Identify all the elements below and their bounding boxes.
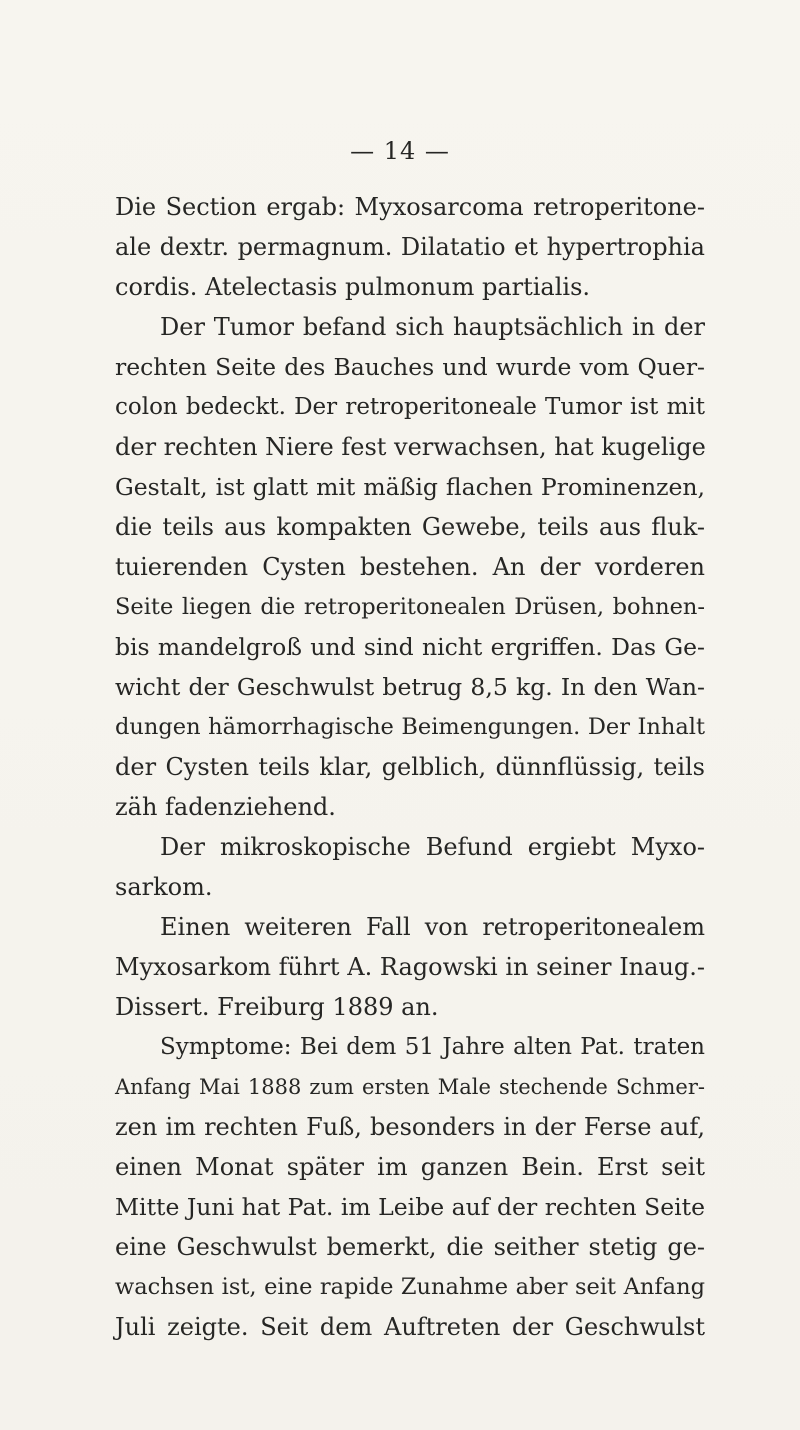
text-line: Anfang Mai 1888 zum ersten Male stechende Schmer- — [115, 1075, 705, 1099]
text-line: dungen hämorrhagische Beimengungen. Der Inhalt — [115, 714, 705, 740]
page-number: — 14 — — [350, 137, 450, 165]
text-line: der rechten Niere fest verwachsen, hat kugelige — [115, 433, 706, 461]
text-line: ale dextr. permagnum. Dilatatio et hypertrophia — [115, 233, 705, 261]
text-line: der Cysten teils klar, gelblich, dünnflüssig, teils — [115, 753, 705, 781]
text-line: cordis. Atelectasis pulmonum partialis. — [115, 273, 591, 301]
text-line: Myxosarkom führt A. Ragowski in seiner Inaug.- — [115, 953, 705, 981]
text-line: Seite liegen die retroperitonealen Drüsen, bohnen- — [115, 594, 705, 620]
text-line: Dissert. Freiburg 1889 an. — [115, 993, 439, 1021]
text-line: wicht der Geschwulst betrug 8,5 kg. In den Wan- — [115, 673, 705, 701]
text-line: Symptome: Bei dem 51 Jahre alten Pat. traten — [160, 1034, 705, 1060]
text-line: Gestalt, ist glatt mit mäßig flachen Prominenzen, — [115, 473, 705, 501]
text-line: Der mikroskopische Befund ergiebt Myxo- — [160, 833, 705, 861]
text-line: wachsen ist, eine rapide Zunahme aber seit Anfang — [115, 1274, 705, 1300]
text-line: die teils aus kompakten Gewebe, teils aus fluk- — [115, 513, 705, 541]
text-line: Juli zeigte. Seit dem Auftreten der Geschwulst — [115, 1313, 705, 1341]
text-line: Der Tumor befand sich hauptsächlich in der — [160, 313, 705, 341]
text-line: einen Monat später im ganzen Bein. Erst seit — [115, 1153, 705, 1181]
text-line: bis mandelgroß und sind nicht ergriffen. Das Ge- — [115, 633, 705, 661]
text-line: zäh fadenziehend. — [115, 793, 336, 821]
text-line: colon bedeckt. Der retroperitoneale Tumor ist mit — [115, 394, 705, 420]
text-line: zen im rechten Fuß, besonders in der Ferse auf, — [115, 1113, 705, 1141]
text-line: sarkom. — [115, 873, 213, 901]
text-line: tuierenden Cysten bestehen. An der vorderen — [115, 553, 705, 581]
text-line: Mitte Juni hat Pat. im Leibe auf der rechten Seite — [115, 1193, 705, 1221]
text-line: Die Section ergab: Myxosarcoma retroperitone- — [115, 193, 705, 221]
text-line: Einen weiteren Fall von retroperitonealem — [160, 913, 705, 941]
text-line: rechten Seite des Bauches und wurde vom Quer- — [115, 353, 705, 381]
text-line: eine Geschwulst bemerkt, die seither stetig ge- — [115, 1233, 705, 1261]
